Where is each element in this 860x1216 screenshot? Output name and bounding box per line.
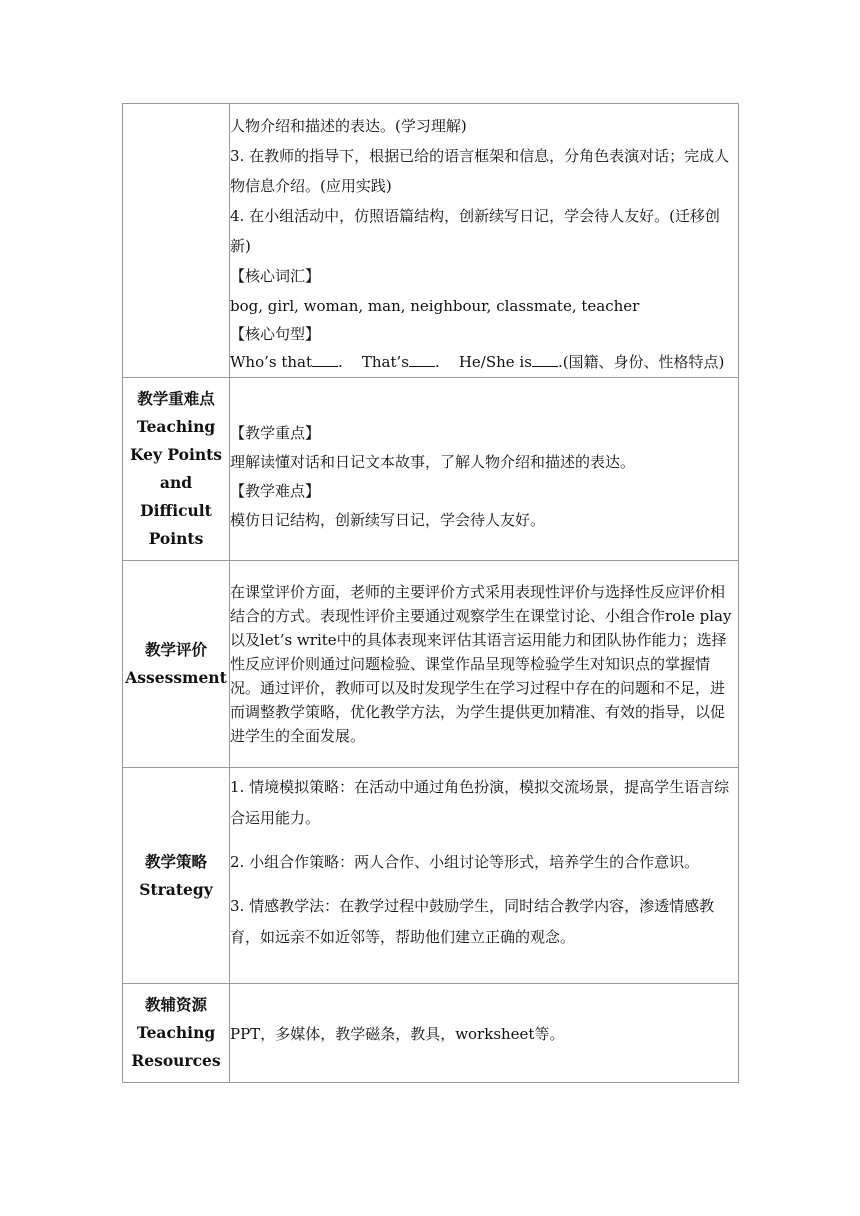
pattern-heading: 【核心句型】	[230, 325, 321, 343]
header-en: Assessment	[125, 668, 227, 687]
resources-row	[123, 984, 739, 1083]
pattern-part: .	[434, 353, 440, 371]
difficult-heading: 【教学难点】	[230, 482, 321, 500]
resources-header	[123, 984, 230, 1083]
header-cn: 教辅资源	[144, 995, 207, 1014]
objectives-cell	[230, 104, 739, 378]
header-cn: 教学策略	[144, 851, 207, 871]
header-cn: 教学重难点	[137, 389, 215, 408]
assessment-text: 在课堂评价方面，老师的主要评价方式采用表现性评价与选择性反应评价相结合的方式。表现性评价主要通过观察学生在课堂讨论、小组合作role play以及let’s write中的具体表现来评估其语言运用能力和团队协作能力；选择性反应评价则通过问题检验、课堂作品呈现等检验学生对知识点的掌握情况。通过评价，教师可以及时发现学生在学习过程中存在的问题和不足，进而调整教学策略，优化教学方法，为学生提供更加精准、有效的指导，以促进学生的全面发展。	[230, 561, 739, 768]
objective-line: 3. 在教师的指导下，根据已给的语言框架和信息，分角色表演对话；完成人物信息介绍。(应用实践)	[230, 147, 730, 195]
header-en: and	[159, 473, 193, 492]
blank-line	[312, 365, 338, 367]
key-points-cell	[230, 378, 739, 561]
blank-line	[409, 365, 435, 367]
assessment-row	[123, 561, 739, 768]
objective-line: 4. 在小组活动中，仿照语篇结构，创新续写日记，学会待人友好。(迁移创新)	[230, 207, 720, 255]
header-en: Resources	[131, 1051, 221, 1070]
header-en: Difficult	[140, 501, 212, 520]
objective-line: 人物介绍和描述的表达。(学习理解)	[230, 117, 467, 135]
strategy-cell	[230, 768, 739, 984]
header-en: Key Points	[129, 445, 223, 464]
header-en: Teaching	[136, 417, 216, 436]
header-en: Strategy	[139, 879, 213, 899]
strategy-item: 2. 小组合作策略：两人合作、小组讨论等形式，培养学生的合作意识。	[230, 853, 700, 871]
header-en: Points	[148, 529, 204, 548]
sentence-pattern	[230, 347, 738, 377]
strategy-row	[123, 768, 739, 984]
key-heading: 【教学重点】	[230, 424, 321, 442]
header-en: Teaching	[136, 1023, 216, 1042]
blank-line	[532, 365, 558, 367]
pattern-part: Who’s that	[230, 353, 313, 371]
pattern-part: .	[338, 353, 343, 371]
lesson-plan-table	[122, 103, 739, 1083]
strategy-item: 1. 情境模拟策略：在活动中通过角色扮演，模拟交流场景，提高学生语言综合运用能力。	[230, 778, 730, 827]
pattern-part: .(国籍、身份、性格特点)	[557, 353, 725, 371]
key-points-header	[123, 378, 230, 561]
vocab-heading: 【核心词汇】	[230, 267, 321, 285]
objectives-header-cell	[123, 104, 230, 378]
pattern-part: He/She is	[458, 353, 532, 371]
key-text: 理解读懂对话和日记文本故事，了解人物介绍和描述的表达。	[230, 453, 636, 471]
strategy-item: 3. 情感教学法：在教学过程中鼓励学生，同时结合教学内容，渗透情感教育，如远亲不如近邻等，帮助他们建立正确的观念。	[230, 897, 715, 946]
pattern-part: That’s	[361, 353, 409, 371]
strategy-header	[123, 768, 230, 984]
resources-text: PPT，多媒体，教学磁条，教具，worksheet等。	[230, 984, 739, 1083]
objectives-row	[123, 104, 739, 378]
assessment-header	[123, 561, 230, 768]
key-points-row	[123, 378, 739, 561]
header-cn: 教学评价	[144, 640, 207, 659]
vocab-list: bog, girl, woman, man, neighbour, classmate, teacher	[230, 297, 640, 315]
difficult-text: 模仿日记结构，创新续写日记，学会待人友好。	[230, 511, 546, 529]
